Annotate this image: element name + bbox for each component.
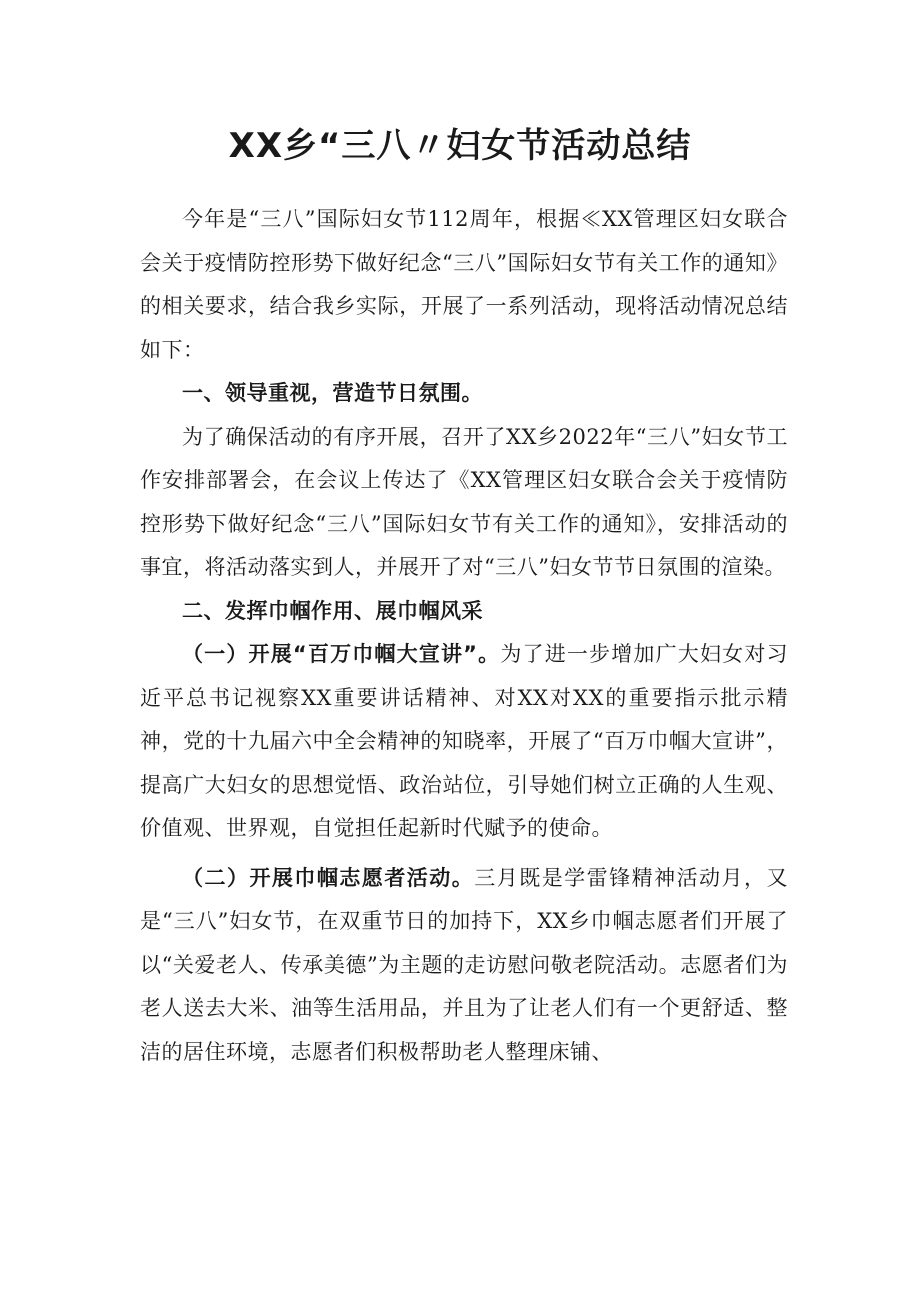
item-2-paragraph bbox=[140, 857, 788, 1075]
item-1-body: 为了进一步增加广大妇女对习近平总书记视察XX重要讲话精神、对XX对XX的重要指示批示精神，党的十九届六中全会精神的知晓率，开展了“百万巾帼大宣讲”，提高广大妇女的思想觉悟、政治站位，引导她们树立正确的人生观、价值观、世界观，自觉担任起新时代赋予的使命。 bbox=[140, 642, 789, 840]
item-1-lead: （一）开展“百万巾帼大宣讲”。 bbox=[182, 642, 501, 666]
item-2-body: 三月既是学雷锋精神活动月，又是“三八”妇女节，在双重节日的加持下，XX乡巾帼志愿者们开展了以“关爱老人、传承美德”为主题的走访慰问敬老院活动。志愿者们为老人送去大米、油等生活用品，并且为了让老人们有一个更舒适、整洁的居住环境，志愿者们积极帮助老人整理床铺、 bbox=[140, 865, 788, 1064]
document-body bbox=[140, 198, 788, 1074]
item-1-paragraph bbox=[140, 633, 788, 851]
section-1-heading: 一、领导重视，营造节日氛围。 bbox=[182, 381, 483, 405]
item-2-lead: （二）开展巾帼志愿者活动。 bbox=[182, 865, 475, 890]
document-title: XX乡“三八〃妇女节活动总结 bbox=[228, 126, 692, 166]
section-2-heading: 二、发挥巾帼作用、展巾帼风采 bbox=[182, 598, 483, 623]
section-1-paragraph: 为了确保活动的有序开展，召开了XX乡2022年“三八”妇女节工作安排部署会，在会议上传达了《XX管理区妇女联合会关于疫情防控形势下做好纪念“三八”国际妇女节有关工作的通知》，安排活动的事宜，将活动落实到人，并展开了对“三八”妇女节节日氛围的渲染。 bbox=[140, 424, 788, 579]
intro-paragraph: 今年是“三八”国际妇女节112周年，根据≪XX管理区妇女联合会关于疫情防控形势下做好纪念“三八”国际妇女节有关工作的通知》的相关要求，结合我乡实际，开展了一系列活动，现将活动情况总结如下： bbox=[140, 207, 788, 362]
